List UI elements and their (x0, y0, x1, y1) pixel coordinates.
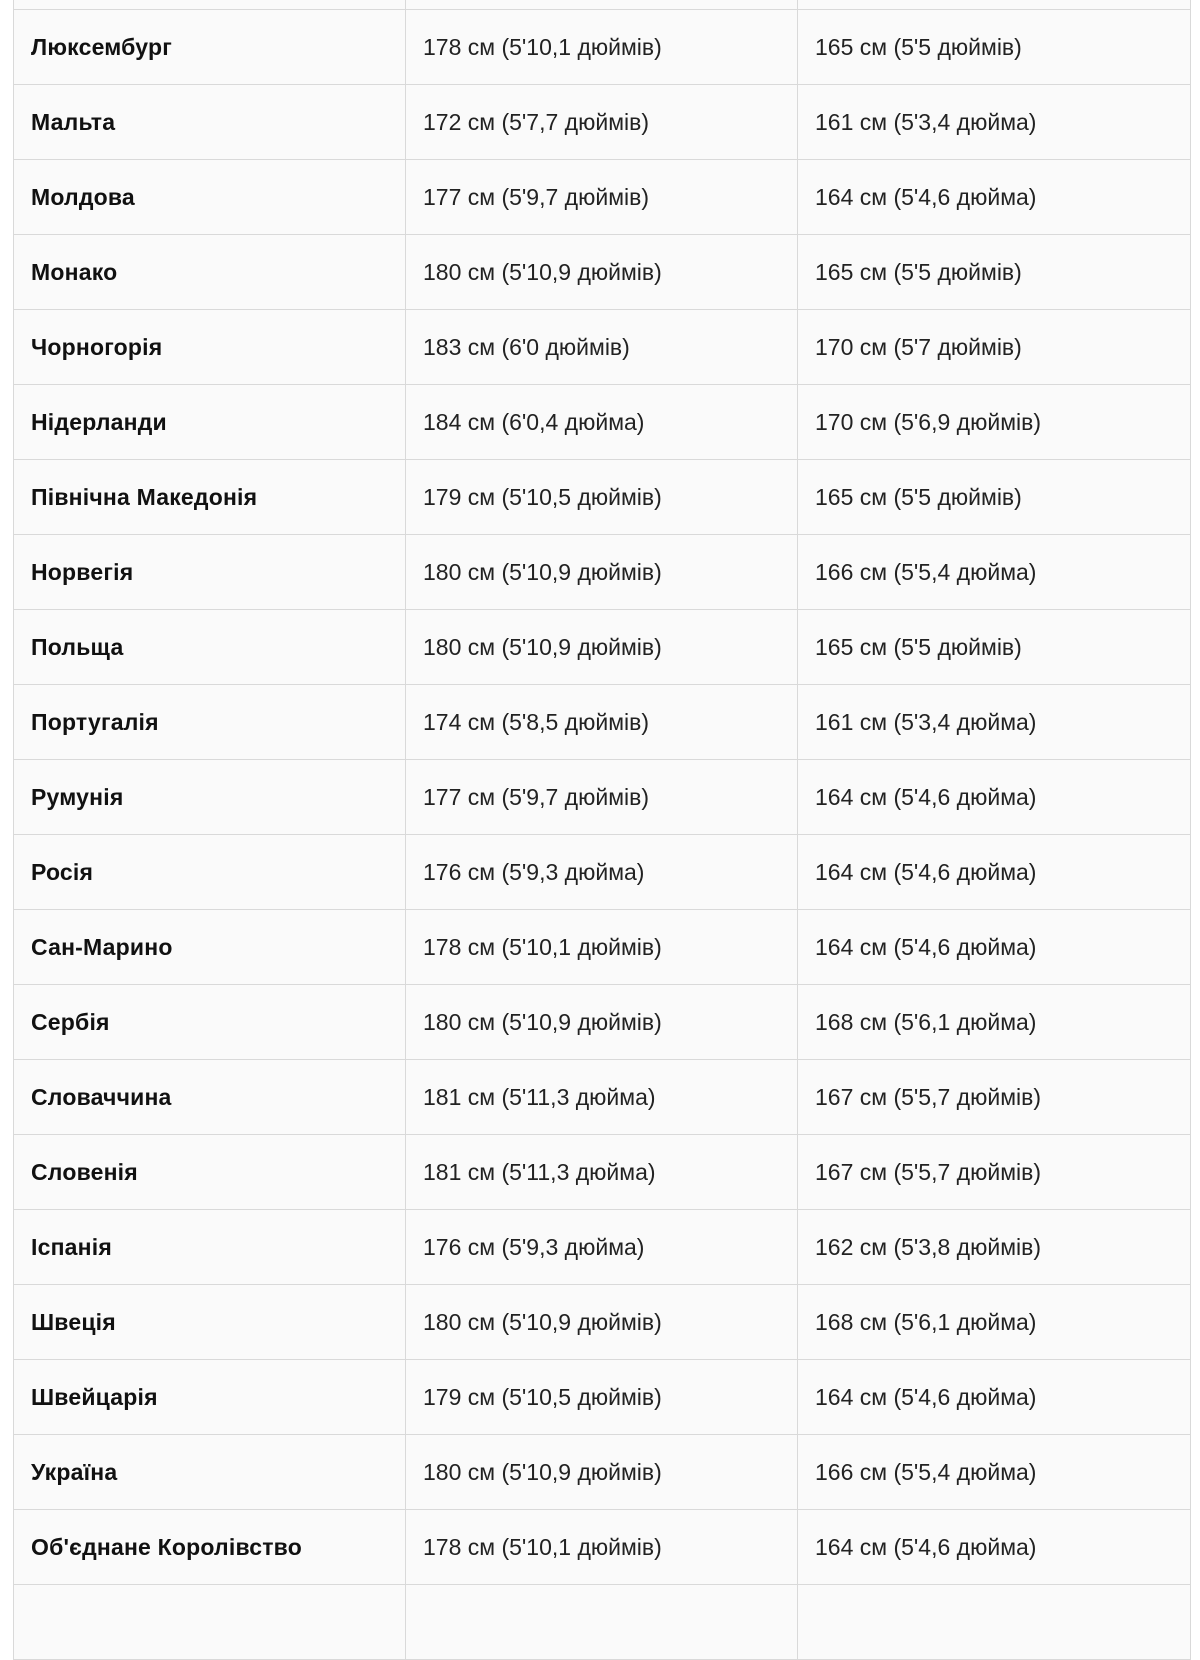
table-row (14, 835, 1191, 910)
table-row (14, 535, 1191, 610)
female-height-cell: 165 см (5'5 дюймів) (798, 10, 1191, 85)
male-height-cell (406, 1585, 798, 1660)
male-height-cell (406, 0, 798, 10)
country-cell: Португалія (14, 685, 406, 760)
country-cell: Монако (14, 235, 406, 310)
country-cell: Нідерланди (14, 385, 406, 460)
country-cell: Норвегія (14, 535, 406, 610)
female-height-cell: 168 см (5'6,1 дюйма) (798, 1285, 1191, 1360)
table-row (14, 85, 1191, 160)
table-row (14, 1585, 1191, 1660)
female-height-cell (798, 1585, 1191, 1660)
height-table-container (13, 0, 1190, 1660)
country-cell: Словаччина (14, 1060, 406, 1135)
female-height-cell: 165 см (5'5 дюймів) (798, 235, 1191, 310)
male-height-cell: 180 см (5'10,9 дюймів) (406, 985, 798, 1060)
male-height-cell: 176 см (5'9,3 дюйма) (406, 835, 798, 910)
female-height-cell: 170 см (5'6,9 дюймів) (798, 385, 1191, 460)
table-row (14, 1210, 1191, 1285)
male-height-cell: 172 см (5'7,7 дюймів) (406, 85, 798, 160)
table-row (14, 1060, 1191, 1135)
table-row (14, 685, 1191, 760)
male-height-cell: 177 см (5'9,7 дюймів) (406, 760, 798, 835)
table-row (14, 385, 1191, 460)
male-height-cell: 184 см (6'0,4 дюйма) (406, 385, 798, 460)
table-row (14, 1135, 1191, 1210)
male-height-cell: 180 см (5'10,9 дюймів) (406, 1285, 798, 1360)
female-height-cell: 167 см (5'5,7 дюймів) (798, 1060, 1191, 1135)
country-cell: Молдова (14, 160, 406, 235)
country-cell: Мальта (14, 85, 406, 160)
table-row (14, 1435, 1191, 1510)
table-row (14, 235, 1191, 310)
female-height-cell: 165 см (5'5 дюймів) (798, 460, 1191, 535)
male-height-cell: 177 см (5'9,7 дюймів) (406, 160, 798, 235)
male-height-cell: 181 см (5'11,3 дюйма) (406, 1060, 798, 1135)
male-height-cell: 180 см (5'10,9 дюймів) (406, 535, 798, 610)
country-cell: Росія (14, 835, 406, 910)
country-cell: Швейцарія (14, 1360, 406, 1435)
table-row (14, 10, 1191, 85)
table-row (14, 985, 1191, 1060)
country-cell: Швеція (14, 1285, 406, 1360)
male-height-cell: 180 см (5'10,9 дюймів) (406, 1435, 798, 1510)
female-height-cell: 162 см (5'3,8 дюймів) (798, 1210, 1191, 1285)
female-height-cell (798, 0, 1191, 10)
table-row (14, 0, 1191, 10)
country-cell: Сан-Марино (14, 910, 406, 985)
female-height-cell: 166 см (5'5,4 дюйма) (798, 535, 1191, 610)
table-row (14, 760, 1191, 835)
female-height-cell: 161 см (5'3,4 дюйма) (798, 685, 1191, 760)
country-cell: Польща (14, 610, 406, 685)
table-row (14, 160, 1191, 235)
table-row (14, 1360, 1191, 1435)
female-height-cell: 164 см (5'4,6 дюйма) (798, 160, 1191, 235)
table-row (14, 910, 1191, 985)
table-row (14, 460, 1191, 535)
female-height-cell: 164 см (5'4,6 дюйма) (798, 1360, 1191, 1435)
male-height-cell: 178 см (5'10,1 дюймів) (406, 1510, 798, 1585)
country-cell (14, 0, 406, 10)
female-height-cell: 164 см (5'4,6 дюйма) (798, 835, 1191, 910)
country-cell: Румунія (14, 760, 406, 835)
country-cell: Люксембург (14, 10, 406, 85)
male-height-cell: 176 см (5'9,3 дюйма) (406, 1210, 798, 1285)
female-height-cell: 164 см (5'4,6 дюйма) (798, 760, 1191, 835)
country-cell: Іспанія (14, 1210, 406, 1285)
male-height-cell: 178 см (5'10,1 дюймів) (406, 910, 798, 985)
male-height-cell: 181 см (5'11,3 дюйма) (406, 1135, 798, 1210)
table-row (14, 1285, 1191, 1360)
male-height-cell: 183 см (6'0 дюймів) (406, 310, 798, 385)
male-height-cell: 179 см (5'10,5 дюймів) (406, 460, 798, 535)
country-cell: Об'єднане Королівство (14, 1510, 406, 1585)
male-height-cell: 178 см (5'10,1 дюймів) (406, 10, 798, 85)
table-row (14, 310, 1191, 385)
country-cell: Україна (14, 1435, 406, 1510)
female-height-cell: 164 см (5'4,6 дюйма) (798, 910, 1191, 985)
height-table-body (14, 0, 1191, 1660)
male-height-cell: 180 см (5'10,9 дюймів) (406, 235, 798, 310)
country-cell: Чорногорія (14, 310, 406, 385)
female-height-cell: 164 см (5'4,6 дюйма) (798, 1510, 1191, 1585)
female-height-cell: 165 см (5'5 дюймів) (798, 610, 1191, 685)
male-height-cell: 180 см (5'10,9 дюймів) (406, 610, 798, 685)
country-cell: Сербія (14, 985, 406, 1060)
table-row (14, 610, 1191, 685)
height-table (13, 0, 1191, 1660)
female-height-cell: 166 см (5'5,4 дюйма) (798, 1435, 1191, 1510)
female-height-cell: 170 см (5'7 дюймів) (798, 310, 1191, 385)
country-cell: Північна Македонія (14, 460, 406, 535)
female-height-cell: 161 см (5'3,4 дюйма) (798, 85, 1191, 160)
country-cell: Словенія (14, 1135, 406, 1210)
country-cell (14, 1585, 406, 1660)
female-height-cell: 167 см (5'5,7 дюймів) (798, 1135, 1191, 1210)
male-height-cell: 179 см (5'10,5 дюймів) (406, 1360, 798, 1435)
female-height-cell: 168 см (5'6,1 дюйма) (798, 985, 1191, 1060)
male-height-cell: 174 см (5'8,5 дюймів) (406, 685, 798, 760)
table-row (14, 1510, 1191, 1585)
